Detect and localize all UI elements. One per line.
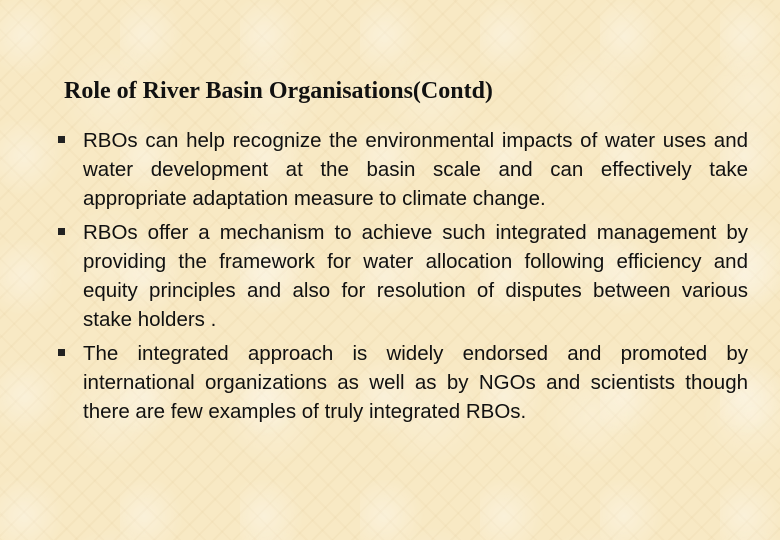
square-bullet-icon — [58, 136, 65, 143]
bullet-text: RBOs offer a mechanism to achieve such integrated management by providing the framework for water allocation following efficiency and equity principles and also for resolution of disputes between various stake holders . — [83, 221, 748, 331]
bullet-text: RBOs can help recognize the environmental impacts of water uses and water development at the basin scale and can effectively take appropriate adaptation measure to climate change. — [83, 129, 748, 210]
bullet-item — [58, 126, 748, 213]
bullet-item — [58, 218, 748, 334]
bullet-item — [58, 339, 748, 426]
bullet-text: The integrated approach is widely endorsed and promoted by international organizations as well as by NGOs and scientists though there are few examples of truly integrated RBOs. — [83, 342, 748, 423]
square-bullet-icon — [58, 349, 65, 356]
slide-title: Role of River Basin Organisations(Contd) — [64, 78, 493, 104]
bullet-list — [58, 126, 748, 431]
square-bullet-icon — [58, 228, 65, 235]
